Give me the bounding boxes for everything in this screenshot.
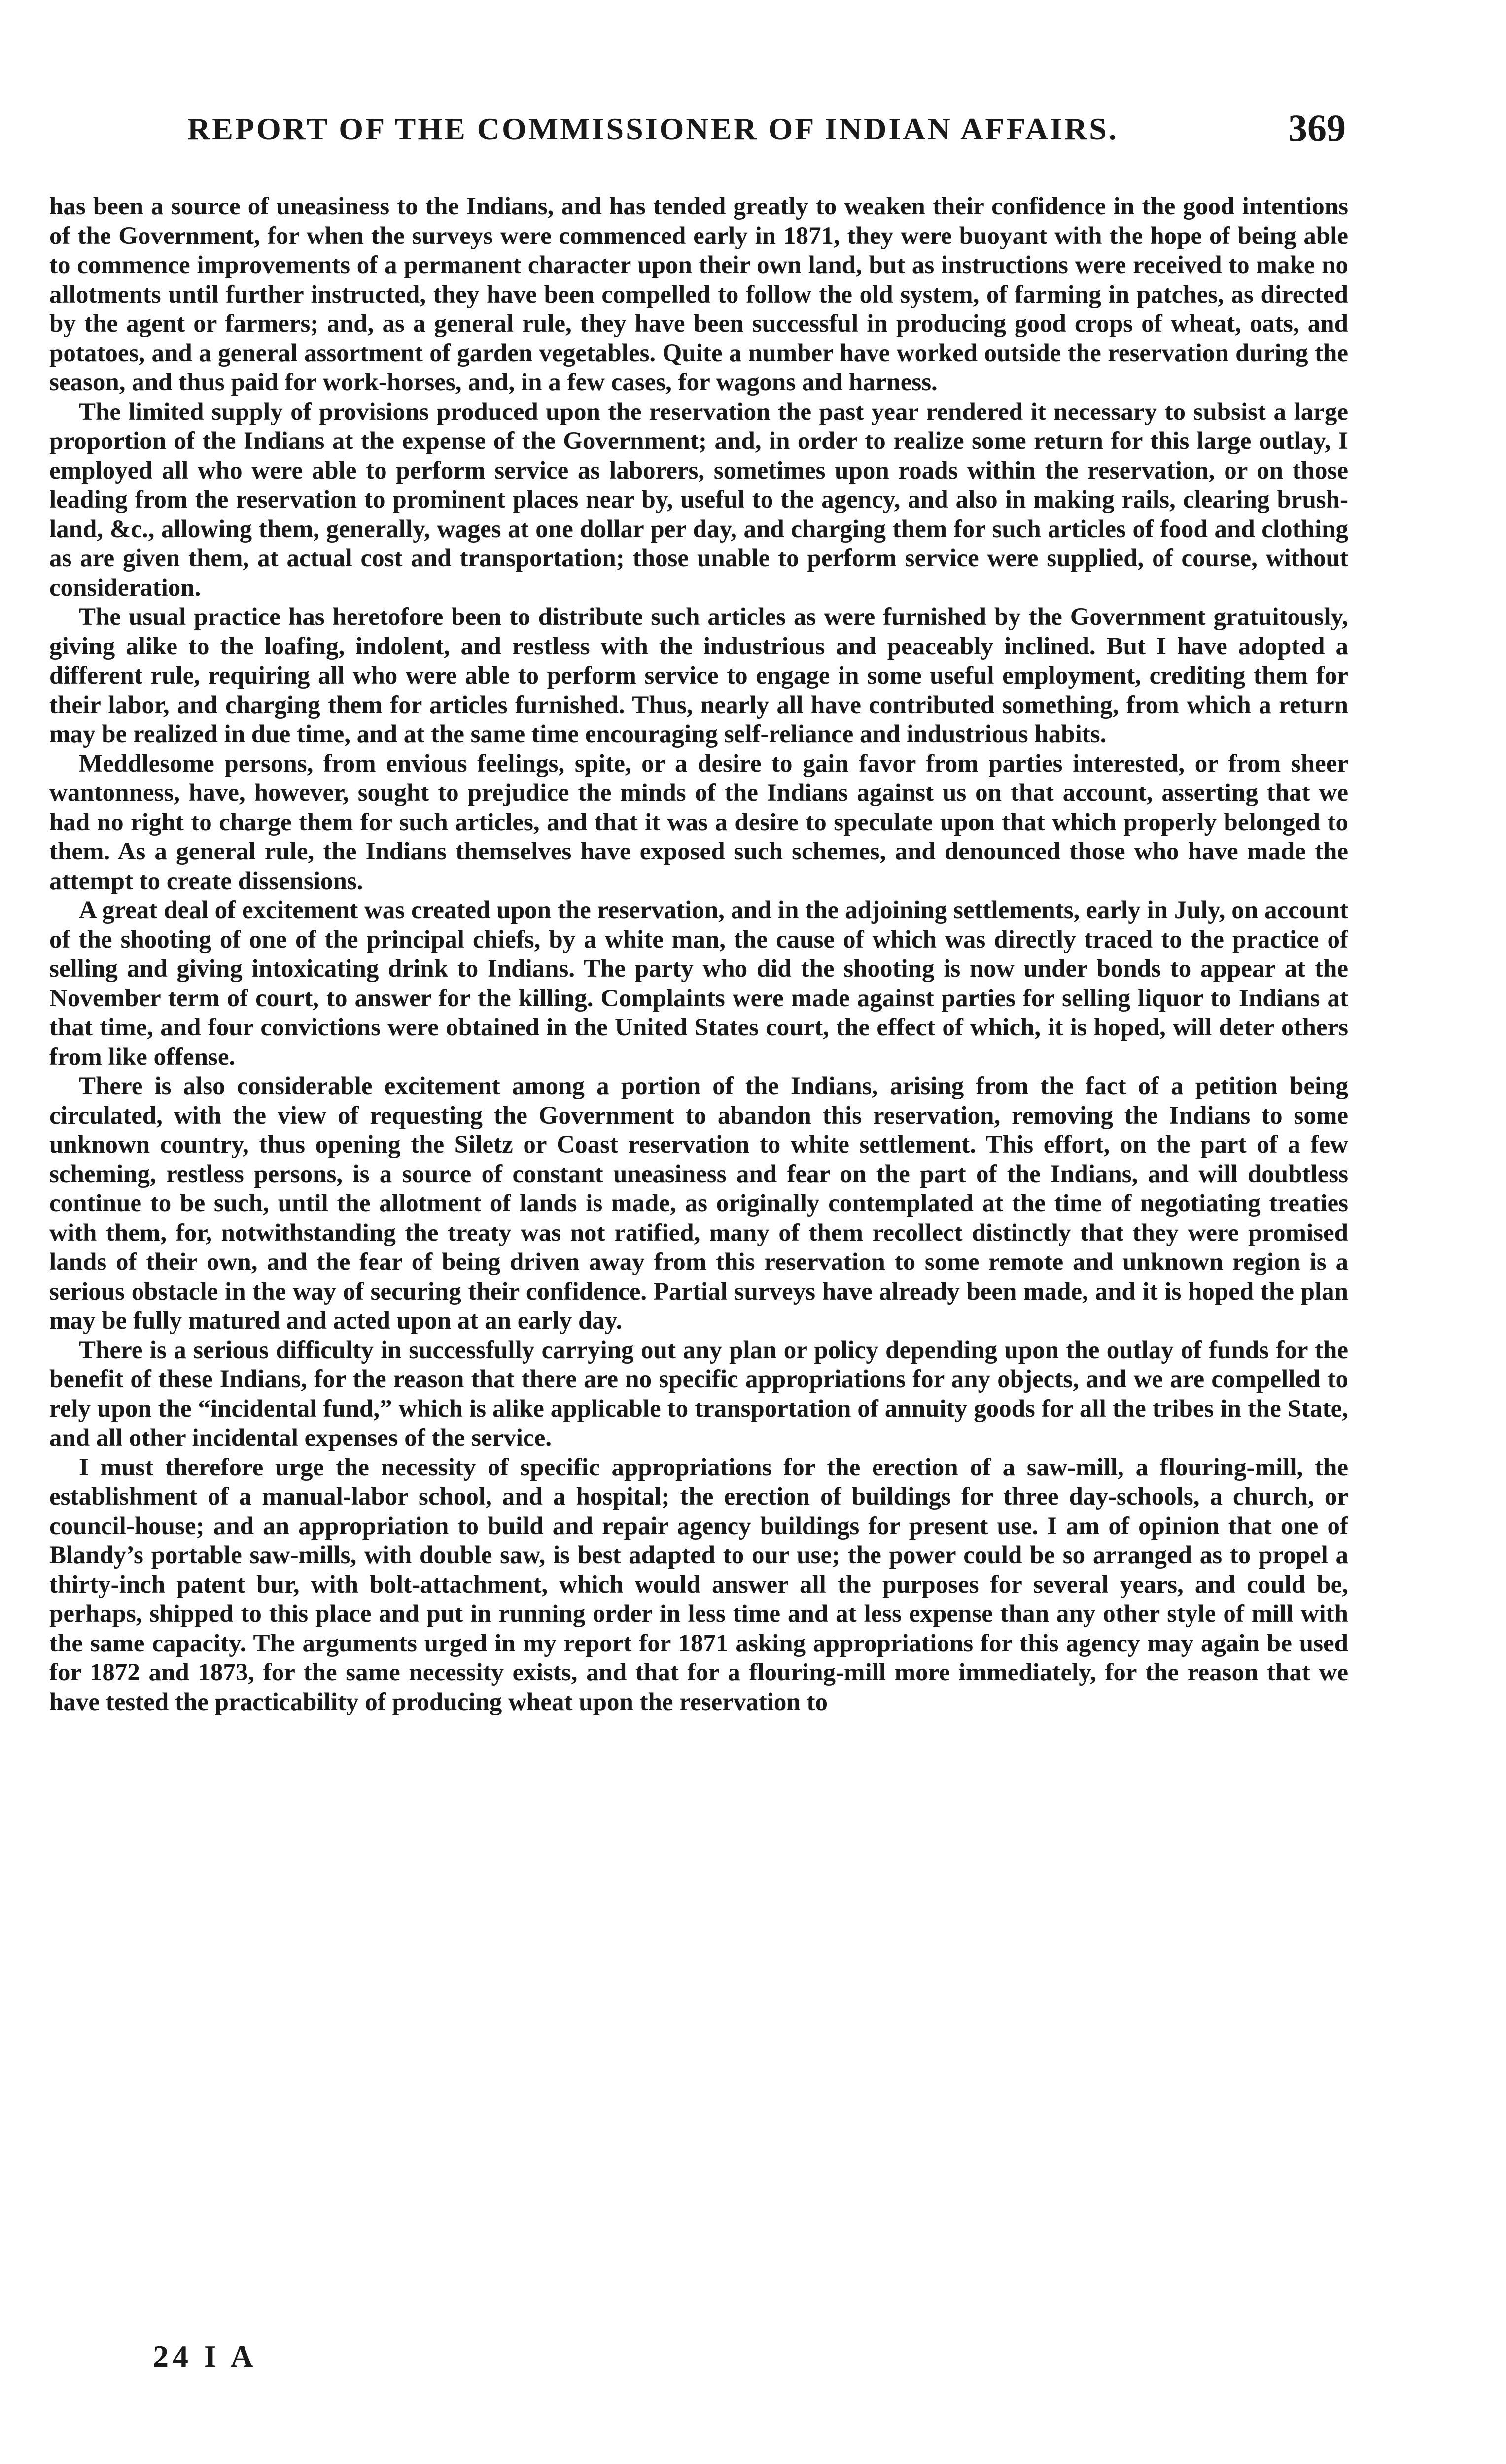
running-head: REPORT OF THE COMMISSIONER OF INDIAN AFFAIRS. xyxy=(187,111,1119,146)
paragraph: There is a serious difficulty in successfully carrying out any plan or policy depending upon the outlay of funds for the benefit of these Indians, for the reason that there are no specific appropriations for any objects, and we are compelled to rely upon the “incidental fund,” which is alike applicable to transportation of annuity goods for all the tribes in the State, and all other incidental expenses of the service. xyxy=(49,1336,1348,1452)
paragraph: There is also considerable excitement among a portion of the Indians, arising from the fact of a petition being circulated, with the view of requesting the Government to abandon this reservation, removing the Indians to some unknown country, thus opening the Siletz or Coast reservation to white settlement. This effort, on the part of a few scheming, restless persons, is a source of constant uneasiness and fear on the part of the Indians, and will doubtless continue to be such, until the allotment of lands is made, as originally contemplated at the time of negotiating treaties with them, for, notwithstanding the treaty was not ratified, many of them recollect distinctly that they were promised lands of their own, and the fear of being driven away from this reservation to some remote and unknown region is a serious obstacle in the way of securing their confidence. Partial surveys have already been made, and it is hoped the plan may be fully matured and acted upon at an early day. xyxy=(49,1072,1348,1335)
signature-mark: 24 I A xyxy=(153,2339,257,2374)
paragraph: The limited supply of provisions produced upon the reservation the past year rendered it necessary to subsist a large proportion of the Indians at the expense of the Government; and, in order to realize some return for this large outlay, I employed all who were able to perform service as laborers, sometimes upon roads within the reservation, or on those leading from the reservation to prominent places near by, useful to the agency, and also in making rails, clearing brush-land, &c., allowing them, generally, wages at one dollar per day, and charging them for such articles of food and clothing as are given them, at actual cost and transportation; those unable to perform service were supplied, of course, without consideration. xyxy=(49,398,1348,602)
body-text xyxy=(49,192,1348,2346)
paragraph: has been a source of uneasiness to the Indians, and has tended greatly to weaken their confidence in the good intentions of the Government, for when the surveys were commenced early in 1871, they were buoyant with the hope of being able to commence improvements of a permanent character upon their own land, but as instructions were received to make no allotments until further instructed, they have been compelled to follow the old system, of farming in patches, as directed by the agent or farmers; and, as a general rule, they have been successful in producing good crops of wheat, oats, and potatoes, and a general assortment of garden vegetables. Quite a number have worked outside the reservation during the season, and thus paid for work-horses, and, in a few cases, for wagons and harness. xyxy=(49,193,1348,396)
paragraph: A great deal of excitement was created upon the reservation, and in the adjoining settlements, early in July, on account of the shooting of one of the principal chiefs, by a white man, the cause of which was directly traced to the practice of selling and giving intoxicating drink to Indians. The party who did the shooting is now under bonds to appear at the November term of court, to answer for the killing. Complaints were made against parties for selling liquor to Indians at that time, and four convictions were obtained in the United States court, the effect of which, it is hoped, will deter others from like offense. xyxy=(49,896,1348,1071)
page-header xyxy=(187,106,1346,160)
paragraph: Meddlesome persons, from envious feelings, spite, or a desire to gain favor from parties interested, or from sheer wantonness, have, however, sought to prejudice the minds of the Indians against us on that account, asserting that we had no right to charge them for such articles, and that it was a desire to speculate upon that which properly belonged to them. As a general rule, the Indians themselves have exposed such schemes, and denounced those who have made the attempt to create dissensions. xyxy=(49,750,1348,895)
paragraph: I must therefore urge the necessity of specific appropriations for the erection of a saw-mill, a flouring-mill, the establishment of a manual-labor school, and a hospital; the erection of buildings for three day-schools, a church, or council-house; and an appropriation to build and repair agency buildings for present use. I am of opinion that one of Blandy’s portable saw-mills, with double saw, is best adapted to our use; the power could be so arranged as to propel a thirty-inch patent bur, with bolt-attachment, which would answer all the purposes for several years, and could be, perhaps, shipped to this place and put in running order in less time and at less expense than any other style of mill with the same capacity. The arguments urged in my report for 1871 asking appropriations for this agency may again be used for 1872 and 1873, for the same necessity exists, and that for a flouring-mill more immediately, for the reason that we have tested the practicability of producing wheat upon the reservation to xyxy=(49,1453,1348,1716)
page-number: 369 xyxy=(1288,106,1346,149)
paragraph: The usual practice has heretofore been to distribute such articles as were furnished by the Government gratuitously, giving alike to the loafing, indolent, and restless with the industrious and peaceably inclined. But I have adopted a different rule, requiring all who were able to perform service to engage in some useful employment, crediting them for their labor, and charging them for articles furnished. Thus, nearly all have contributed something, from which a return may be realized in due time, and at the same time encouraging self-reliance and industrious habits. xyxy=(49,603,1348,748)
